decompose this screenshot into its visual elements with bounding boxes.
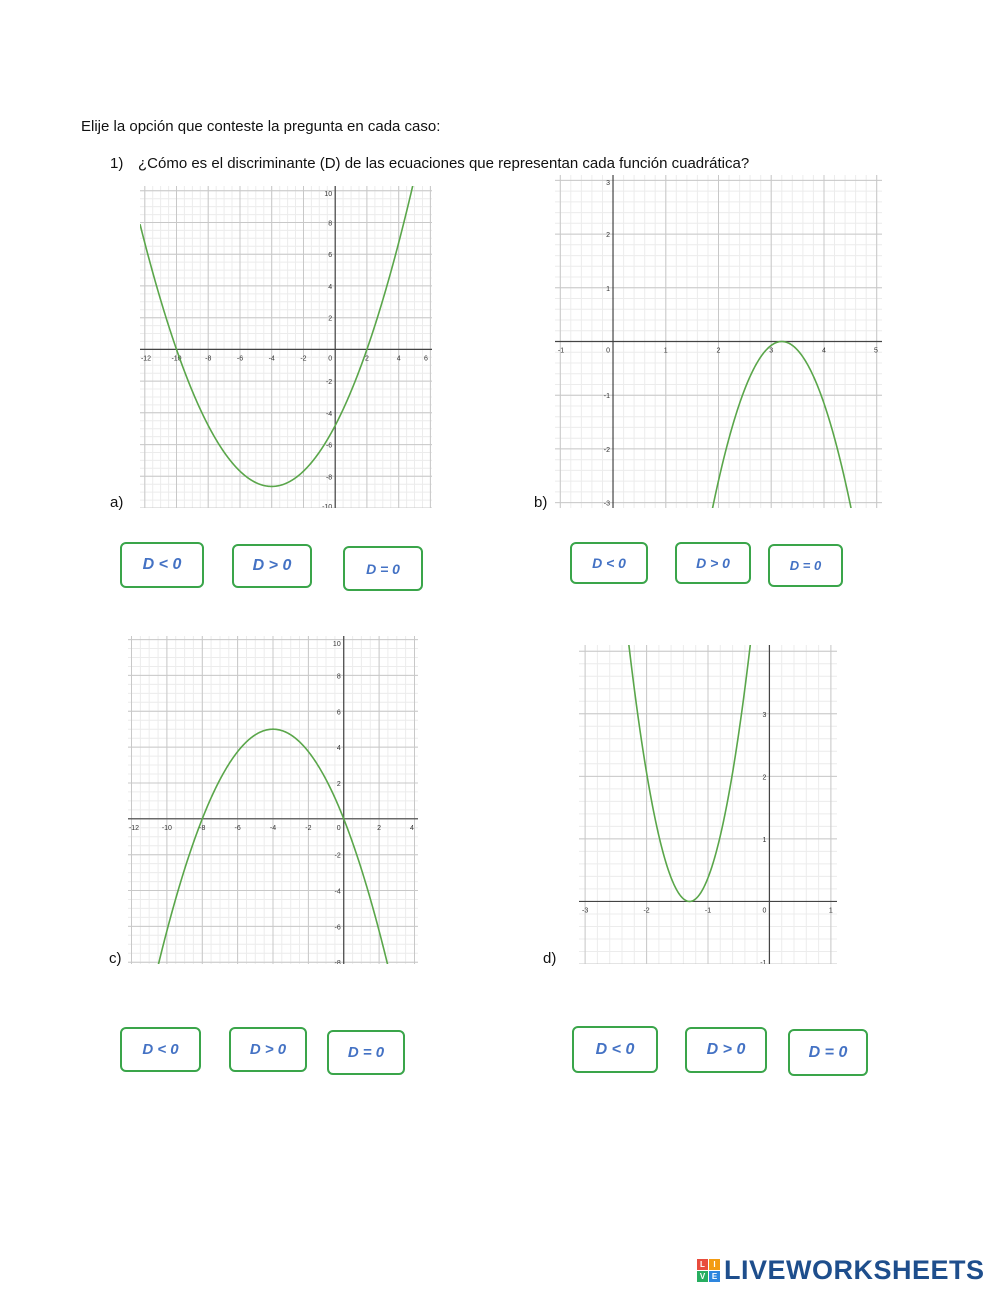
graph-c-svg <box>128 636 418 964</box>
y-tick-label: -2 <box>325 379 333 387</box>
x-tick-label: 6 <box>424 355 428 363</box>
x-tick-label: 3 <box>769 347 774 355</box>
y-tick-label: -2 <box>603 446 611 454</box>
y-tick-label: -6 <box>334 924 341 932</box>
x-tick-label: 2 <box>716 347 721 355</box>
y-tick-label: -6 <box>325 442 333 450</box>
y-tick-label: 1 <box>762 836 767 844</box>
option-d-d-equals-zero[interactable]: D = 0 <box>788 1029 868 1076</box>
y-tick-label: 4 <box>328 283 333 291</box>
y-tick-label: 8 <box>328 220 333 228</box>
x-tick-label: -2 <box>643 907 650 915</box>
x-tick-label: -6 <box>234 824 241 832</box>
option-d-d-greater-than-zero[interactable]: D > 0 <box>685 1027 767 1073</box>
y-tick-label: 1 <box>606 285 611 293</box>
question-text: ¿Cómo es el discriminante (D) de las ecuaciones que representan cada función cuadrática? <box>138 155 750 172</box>
option-c-d-less-than-zero[interactable]: D < 0 <box>120 1027 201 1072</box>
x-tick-label: 0 <box>328 355 333 363</box>
y-tick-label: -4 <box>325 410 333 418</box>
y-tick-label: -2 <box>334 852 341 860</box>
option-c-d-greater-than-zero[interactable]: D > 0 <box>229 1027 307 1072</box>
option-a-d-less-than-zero[interactable]: D < 0 <box>120 542 204 588</box>
x-tick-label: 4 <box>822 347 826 355</box>
x-tick-label: -6 <box>236 355 244 363</box>
label-d: d) <box>543 950 557 967</box>
y-tick-label: 4 <box>336 745 341 753</box>
y-tick-label: 8 <box>336 673 341 681</box>
y-tick-label: 6 <box>328 252 333 260</box>
x-tick-label: -1 <box>704 907 712 915</box>
x-tick-label: -2 <box>300 355 307 363</box>
x-tick-label: 4 <box>396 355 401 363</box>
y-tick-label: 6 <box>336 709 341 717</box>
option-b-d-equals-zero[interactable]: D = 0 <box>768 544 843 587</box>
option-c-d-equals-zero[interactable]: D = 0 <box>327 1030 405 1075</box>
x-tick-label: 0 <box>606 347 610 355</box>
x-tick-label: -8 <box>199 824 206 832</box>
y-tick-label: 2 <box>336 780 341 788</box>
graph-b <box>555 175 882 508</box>
y-tick-label: 3 <box>606 180 611 187</box>
liveworksheets-logo-icon <box>697 1259 720 1282</box>
x-tick-label: 2 <box>377 824 382 832</box>
x-tick-label: -4 <box>268 355 275 363</box>
option-a-d-equals-zero[interactable]: D = 0 <box>343 546 423 591</box>
label-a: a) <box>110 494 124 511</box>
instruction-text: Elije la opción que conteste la pregunta en cada caso: <box>81 118 441 135</box>
x-tick-label: 4 <box>410 824 414 832</box>
x-tick-label: -1 <box>557 347 565 355</box>
graph-a <box>140 186 432 508</box>
x-tick-label: -2 <box>305 824 312 832</box>
option-a-d-greater-than-zero[interactable]: D > 0 <box>232 544 312 588</box>
y-tick-label: 3 <box>762 711 767 719</box>
x-tick-label: -8 <box>205 355 212 363</box>
logo-cell: I <box>709 1259 720 1270</box>
graph-b-svg <box>555 175 882 508</box>
x-tick-label: 2 <box>364 355 369 363</box>
graph-c <box>128 636 418 964</box>
x-tick-label: -4 <box>269 824 277 832</box>
label-c: c) <box>109 950 122 967</box>
y-tick-label: 2 <box>606 232 611 240</box>
y-tick-label: -4 <box>334 888 341 896</box>
x-tick-label: -12 <box>140 355 152 363</box>
y-tick-label: 2 <box>328 315 333 323</box>
y-tick-label: -10 <box>322 504 333 508</box>
logo-cell: L <box>697 1259 708 1270</box>
y-tick-label: -8 <box>334 960 341 964</box>
graph-a-svg <box>140 186 432 508</box>
y-tick-label: -3 <box>603 500 611 508</box>
graph-d-svg <box>579 645 837 964</box>
x-tick-label: -10 <box>161 824 172 832</box>
x-tick-label: 0 <box>762 907 767 915</box>
option-d-d-less-than-zero[interactable]: D < 0 <box>572 1026 658 1073</box>
y-tick-label: -8 <box>325 474 333 482</box>
y-tick-label: -1 <box>760 960 767 964</box>
x-tick-label: -10 <box>171 355 182 363</box>
y-tick-label: -1 <box>603 393 611 401</box>
y-tick-label: 10 <box>324 191 333 198</box>
question-line <box>110 155 749 172</box>
y-tick-label: 10 <box>332 641 341 648</box>
logo-cell: V <box>697 1271 708 1282</box>
liveworksheets-brand <box>697 1254 985 1286</box>
brand-text: LIVEWORKSHEETS <box>724 1254 985 1285</box>
x-tick-label: -3 <box>582 907 589 915</box>
y-tick-label: 2 <box>762 774 767 782</box>
x-tick-label: 0 <box>336 824 341 832</box>
parabola-curve <box>140 186 432 486</box>
option-b-d-greater-than-zero[interactable]: D > 0 <box>675 542 751 584</box>
x-tick-label: -12 <box>128 824 140 832</box>
logo-cell: E <box>709 1271 720 1282</box>
x-tick-label: 1 <box>663 347 668 355</box>
label-b: b) <box>534 494 548 511</box>
graph-d <box>579 645 837 964</box>
x-tick-label: 1 <box>828 907 833 915</box>
option-b-d-less-than-zero[interactable]: D < 0 <box>570 542 648 584</box>
x-tick-label: 5 <box>874 347 878 355</box>
question-number: 1) <box>110 155 124 172</box>
